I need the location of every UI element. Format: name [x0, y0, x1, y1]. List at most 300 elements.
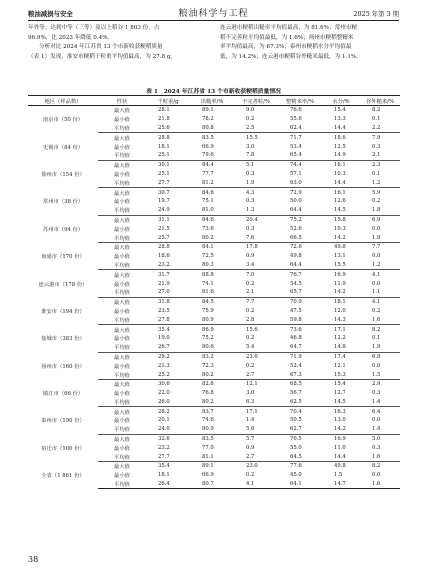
value-cell: 12.0 — [334, 307, 346, 314]
value-cell: 70.4 — [290, 408, 302, 415]
text-line: 分析对比 2024 年江苏省 13 个市新收获粳稻质量 — [39, 44, 163, 51]
column-header: 千粒重/g — [146, 96, 190, 106]
value-cell: 6.3 — [234, 398, 278, 407]
journal-title: 粮油科学与工程 — [178, 9, 249, 19]
stat-cell: 最小值 — [114, 281, 130, 288]
value-cell: 5.9 — [372, 189, 381, 196]
value-cell: 0.0 — [372, 417, 381, 424]
value-cell: 3.4 — [234, 261, 278, 270]
table-row — [28, 462, 400, 471]
value-cell: 14.9 — [322, 151, 360, 160]
stat-cell: 最小值 — [114, 363, 130, 370]
value-cell: 31.7 — [158, 271, 170, 278]
stat-cell: 平均值 — [98, 261, 146, 270]
value-cell: 18.6 — [334, 134, 346, 141]
stat-cell: 最大值 — [114, 327, 130, 334]
value-cell: 7.7 — [246, 299, 255, 306]
stat-cell: 最大值 — [114, 409, 130, 416]
value-cell: 0.1 — [372, 116, 381, 123]
value-cell: 10.3 — [334, 170, 346, 177]
value-cell: 30.1 — [158, 162, 170, 169]
value-cell: 80.2 — [190, 233, 234, 242]
value-cell: 49.8 — [334, 463, 346, 470]
value-cell: 25.1 — [158, 170, 170, 177]
column-header: 性状 — [98, 96, 146, 106]
value-cell: 66.9 — [202, 472, 214, 479]
value-cell: 13.0 — [334, 417, 346, 424]
value-cell: 20.1 — [158, 417, 170, 424]
value-cell: 0.2 — [246, 335, 255, 342]
value-cell: 0.3 — [372, 143, 381, 150]
body-text-left — [28, 24, 200, 62]
value-cell: 70.5 — [290, 436, 302, 443]
value-cell: 78.2 — [202, 116, 214, 123]
value-cell: 23.2 — [158, 444, 170, 451]
value-cell: 30.6 — [158, 381, 170, 388]
value-cell: 66.9 — [202, 143, 214, 150]
value-cell: 5.0 — [372, 436, 381, 443]
value-cell: 52.4 — [290, 362, 302, 369]
stat-cell: 最大值 — [114, 464, 130, 471]
value-cell: 21.9 — [158, 280, 170, 287]
value-cell: 23.0 — [246, 463, 258, 470]
value-cell: 65.7 — [278, 288, 322, 297]
stat-cell: 最大值 — [114, 163, 130, 170]
value-cell: 68.5 — [290, 381, 302, 388]
value-cell: 80.2 — [190, 398, 234, 407]
stat-cell: 平均值 — [98, 206, 146, 215]
value-cell: 50.5 — [290, 417, 302, 424]
value-cell: 46.8 — [290, 335, 302, 342]
value-cell: 0.0 — [372, 472, 381, 479]
value-cell: 15.6 — [246, 326, 258, 333]
value-cell: 80.9 — [190, 425, 234, 434]
value-cell: 2.7 — [234, 370, 278, 379]
value-cell: 80.3 — [190, 261, 234, 270]
value-cell: 82.6 — [202, 381, 214, 388]
table-row — [28, 160, 400, 169]
value-cell: 77.7 — [202, 170, 214, 177]
value-cell: 71.7 — [290, 134, 302, 141]
value-cell: 28.2 — [158, 408, 170, 415]
value-cell: 73.6 — [202, 225, 214, 232]
value-cell: 35.4 — [158, 463, 170, 470]
value-cell: 5.7 — [246, 436, 255, 443]
text-line: 连云港市粳稻出糙率平均值最高，为 81.6%；常州市粳 — [220, 25, 358, 31]
value-cell: 66.5 — [278, 233, 322, 242]
body-text-right — [220, 24, 402, 62]
stat-cell: 最小值 — [114, 473, 130, 480]
value-cell: 25.6 — [146, 124, 190, 133]
value-cell: 24.9 — [146, 206, 190, 215]
value-cell: 31.8 — [158, 299, 170, 306]
value-cell: 0.2 — [372, 307, 381, 314]
value-cell: 21.8 — [158, 116, 170, 123]
value-cell: 16.9 — [334, 436, 346, 443]
column-header: 整精米率/% — [278, 96, 322, 106]
value-cell: 53.4 — [290, 143, 302, 150]
value-cell: 2.3 — [372, 162, 381, 169]
value-cell: 89.1 — [202, 463, 214, 470]
value-cell: 4.1 — [234, 480, 278, 489]
value-cell: 72.3 — [202, 362, 214, 369]
value-cell: 83.5 — [202, 134, 214, 141]
value-cell: 1.5 — [334, 472, 343, 479]
value-cell: 24.0 — [146, 425, 190, 434]
value-cell: 27.7 — [146, 452, 190, 461]
value-cell: 64.4 — [278, 206, 322, 215]
table-row — [28, 270, 400, 279]
value-cell: 26.4 — [146, 480, 190, 489]
value-cell: 0.3 — [372, 444, 381, 451]
region-cell: 淮安市（194 份） — [41, 308, 85, 315]
value-cell: 64.7 — [278, 343, 322, 352]
value-cell: 73.6 — [290, 326, 302, 333]
value-cell: 1.4 — [246, 417, 255, 424]
value-cell: 15.4 — [334, 107, 346, 114]
value-cell: 72.9 — [290, 189, 302, 196]
table-header-row — [28, 96, 400, 106]
value-cell: 67.3 — [278, 370, 322, 379]
header-rule — [28, 20, 399, 21]
value-cell: 1.5 — [360, 370, 400, 379]
value-cell: 16.1 — [334, 189, 346, 196]
value-cell: 7.9 — [372, 134, 381, 141]
value-cell: 75.2 — [202, 335, 214, 342]
stat-cell: 最大值 — [114, 354, 130, 361]
value-cell: 81.1 — [190, 452, 234, 461]
stat-cell: 平均值 — [98, 288, 146, 297]
value-cell: 0.2 — [246, 280, 255, 287]
table-row — [28, 215, 400, 224]
section-label: 粮油减损与安全 — [28, 10, 73, 18]
value-cell: 30.7 — [158, 189, 170, 196]
value-cell: 8.2 — [372, 107, 381, 114]
stat-cell: 最小值 — [114, 336, 130, 343]
value-cell: 80.7 — [190, 480, 234, 489]
region-cell: 连云港市（178 份） — [38, 281, 88, 288]
column-header: 水分/% — [322, 96, 360, 106]
column-header: 谷外糙米/% — [360, 96, 400, 106]
table-row — [28, 188, 400, 197]
text-line: 96.9%，比 2023 年降低 0.4%。 — [28, 34, 114, 41]
value-cell: 75.2 — [290, 216, 302, 223]
region-cell: 苏州市（94 份） — [42, 226, 84, 233]
stat-cell: 平均值 — [98, 233, 146, 242]
value-cell: 70.9 — [290, 299, 302, 306]
value-cell: 15.5 — [246, 134, 258, 141]
column-header: 不完善粒/% — [234, 96, 278, 106]
stat-cell: 平均值 — [98, 151, 146, 160]
value-cell: 5.4 — [234, 343, 278, 352]
value-cell: 76.7 — [290, 271, 302, 278]
stat-cell: 最大值 — [114, 190, 130, 197]
value-cell: 4.1 — [372, 271, 381, 278]
table-row — [28, 242, 400, 251]
value-cell: 84.5 — [202, 299, 214, 306]
value-cell: 7.8 — [234, 151, 278, 160]
stat-cell: 平均值 — [98, 315, 146, 324]
value-cell: 28.8 — [158, 244, 170, 251]
region-cell: 扬州市（160 份） — [41, 363, 85, 370]
table-row — [28, 106, 400, 115]
value-cell: 14.3 — [322, 315, 360, 324]
value-cell: 1.6 — [360, 315, 400, 324]
value-cell: 81.6 — [190, 288, 234, 297]
value-cell: 57.1 — [290, 170, 302, 177]
value-cell: 50.0 — [290, 198, 302, 205]
value-cell: 55.0 — [290, 444, 302, 451]
value-cell: 26.7 — [146, 343, 190, 352]
value-cell: 1.6 — [360, 452, 400, 461]
value-cell: 55.6 — [290, 116, 302, 123]
value-cell: 77.6 — [290, 463, 302, 470]
region-cell: 南京市（50 份） — [42, 117, 84, 124]
value-cell: 72.6 — [290, 244, 302, 251]
value-cell: 74.1 — [202, 280, 214, 287]
value-cell: 75.9 — [202, 307, 214, 314]
stat-cell: 最小值 — [114, 171, 130, 178]
region-cell: 南通市（170 份） — [41, 254, 85, 261]
value-cell: 74.4 — [290, 162, 302, 169]
value-cell: 23.5 — [158, 307, 170, 314]
region-cell: 常州市（38 份） — [42, 199, 84, 206]
table-row — [28, 407, 400, 416]
stat-cell: 最小值 — [114, 199, 130, 206]
value-cell: 81.2 — [190, 178, 234, 187]
value-cell: 2.2 — [360, 124, 400, 133]
value-cell: 14.4 — [322, 452, 360, 461]
table-row — [28, 133, 400, 142]
value-cell: 5.1 — [246, 162, 255, 169]
region-cell: 全省（1 861 份） — [41, 473, 85, 480]
text-line: 稻不完善粒平均值最低，为 1.6%；扬州市粳稻整精米 — [220, 34, 354, 41]
value-cell: 18.1 — [158, 143, 170, 150]
value-cell: 18.1 — [334, 299, 346, 306]
value-cell: 3.0 — [246, 143, 255, 150]
value-cell: 17.1 — [334, 326, 346, 333]
value-cell: 2.5 — [234, 124, 278, 133]
value-cell: 74.6 — [202, 417, 214, 424]
value-cell: 0.2 — [372, 198, 381, 205]
value-cell: 12.1 — [246, 381, 258, 388]
table-row — [28, 352, 400, 361]
value-cell: 84.4 — [202, 162, 214, 169]
stat-cell: 平均值 — [98, 425, 146, 434]
value-cell: 83.7 — [202, 408, 214, 415]
value-cell: 84.1 — [202, 244, 214, 251]
value-cell: 12.2 — [334, 335, 346, 342]
issue-label: 2025 年第 3 期 — [353, 10, 399, 18]
stat-cell: 平均值 — [98, 480, 146, 489]
value-cell: 54.5 — [290, 280, 302, 287]
value-cell: 2.1 — [360, 151, 400, 160]
value-cell: 1.4 — [360, 425, 400, 434]
stat-cell: 最小值 — [114, 254, 130, 261]
value-cell: 71.9 — [290, 353, 302, 360]
value-cell: 21.5 — [158, 225, 170, 232]
value-cell: 12.6 — [334, 198, 346, 205]
value-cell: 1.6 — [360, 480, 400, 489]
value-cell: 15.4 — [334, 381, 346, 388]
table-row — [28, 434, 400, 443]
value-cell: 64.5 — [278, 452, 322, 461]
value-cell: 9.0 — [246, 107, 255, 114]
text-line: 率平均值最高，为 67.3%；泰州市粳稻水分平均值最 — [220, 44, 352, 51]
value-cell: 0.0 — [372, 362, 381, 369]
value-cell: 12.1 — [334, 362, 346, 369]
value-cell: 49.8 — [334, 244, 346, 251]
stat-cell: 平均值 — [98, 370, 146, 379]
value-cell: 27.0 — [146, 288, 190, 297]
value-cell: 19.7 — [158, 198, 170, 205]
table-row — [28, 297, 400, 306]
value-cell: 11.0 — [334, 444, 346, 451]
value-cell: 0.0 — [372, 225, 381, 232]
value-cell: 49.8 — [290, 253, 302, 260]
value-cell: 14.7 — [322, 480, 360, 489]
value-cell: 16.3 — [334, 408, 346, 415]
value-cell: 23.0 — [246, 353, 258, 360]
value-cell: 15.3 — [322, 370, 360, 379]
value-cell: 83.5 — [202, 436, 214, 443]
value-cell: 7.6 — [234, 233, 278, 242]
value-cell: 83.2 — [202, 353, 214, 360]
value-cell: 0.0 — [372, 280, 381, 287]
value-cell: 64.1 — [278, 480, 322, 489]
stat-cell: 平均值 — [98, 398, 146, 407]
value-cell: 10.3 — [334, 225, 346, 232]
stat-cell: 平均值 — [98, 343, 146, 352]
value-cell: 6.4 — [372, 408, 381, 415]
value-cell: 28.8 — [158, 134, 170, 141]
region-cell: 泰州市（190 份） — [41, 418, 85, 425]
value-cell: 28.1 — [158, 107, 170, 114]
page-number: 38 — [28, 555, 39, 564]
value-cell: 0.2 — [246, 307, 255, 314]
value-cell: 0.1 — [372, 335, 381, 342]
text-line: （表 1）发现，淮安市粳稻千粒重平均值最高，为 27.8 g， — [28, 53, 176, 60]
value-cell: 1.9 — [360, 233, 400, 242]
value-cell: 20.4 — [246, 216, 258, 223]
value-cell: 75.1 — [202, 198, 214, 205]
value-cell: 1.8 — [360, 206, 400, 215]
value-cell: 14.8 — [322, 343, 360, 352]
value-cell: 63.0 — [278, 178, 322, 187]
value-cell: 52.6 — [290, 225, 302, 232]
region-cell: 镇江市（66 份） — [42, 391, 84, 398]
stat-cell: 最小值 — [114, 308, 130, 315]
value-cell: 17.8 — [246, 244, 258, 251]
value-cell: 0.2 — [246, 362, 255, 369]
value-cell: 12.7 — [334, 390, 346, 397]
value-cell: 86.9 — [202, 326, 214, 333]
column-header: 出糙率/% — [190, 96, 234, 106]
value-cell: 13.1 — [334, 253, 346, 260]
stat-cell: 最大值 — [114, 437, 130, 444]
value-cell: 5.6 — [234, 425, 278, 434]
value-cell: 0.3 — [372, 390, 381, 397]
stat-cell: 最小值 — [114, 445, 130, 452]
value-cell: 7.7 — [372, 244, 381, 251]
value-cell: 32.6 — [158, 436, 170, 443]
value-cell: 1.1 — [360, 288, 400, 297]
value-cell: 76.8 — [202, 390, 214, 397]
value-cell: 0.3 — [246, 225, 255, 232]
stat-cell: 最大值 — [114, 272, 130, 279]
region-cell: 无锡市（84 份） — [42, 144, 84, 151]
value-cell: 23.2 — [146, 261, 190, 270]
value-cell: 19.0 — [158, 335, 170, 342]
value-cell: 0.9 — [246, 253, 255, 260]
stat-cell: 最小值 — [114, 144, 130, 151]
value-cell: 76.6 — [290, 107, 302, 114]
value-cell: 25.7 — [146, 233, 190, 242]
value-cell: 89.1 — [202, 107, 214, 114]
stat-cell: 最大值 — [114, 217, 130, 224]
region-cell: 宿迁市（100 份） — [41, 445, 85, 452]
value-cell: 14.5 — [322, 398, 360, 407]
value-cell: 26.0 — [146, 398, 190, 407]
value-cell: 8.2 — [372, 326, 381, 333]
value-cell: 80.8 — [190, 124, 234, 133]
value-cell: 56.7 — [290, 390, 302, 397]
value-cell: 25.2 — [146, 370, 190, 379]
value-cell: 45.0 — [290, 472, 302, 479]
stat-cell: 最小值 — [114, 117, 130, 124]
value-cell: 0.2 — [246, 472, 255, 479]
value-cell: 13.3 — [334, 116, 346, 123]
value-cell: 0.1 — [372, 170, 381, 177]
value-cell: 35.4 — [158, 326, 170, 333]
value-cell: 14.2 — [322, 425, 360, 434]
stat-cell: 最小值 — [114, 391, 130, 398]
table-body — [28, 106, 400, 489]
value-cell: 80.6 — [190, 343, 234, 352]
stat-cell: 最小值 — [114, 226, 130, 233]
table-caption: 表 1 2024 年江苏省 13 个市新收获粳稻质量情况 — [146, 89, 281, 95]
value-cell: 72.5 — [202, 253, 214, 260]
value-cell: 0.9 — [246, 444, 255, 451]
value-cell: 8.2 — [372, 463, 381, 470]
stat-cell: 最大值 — [114, 382, 130, 389]
value-cell: 1.4 — [360, 398, 400, 407]
text-line: 年外等；达到中等（三等）及以上稻谷 1 803 份，占 — [28, 25, 160, 31]
value-cell: 14.2 — [322, 233, 360, 242]
stat-cell: 最大值 — [114, 135, 130, 142]
value-cell: 81.0 — [190, 206, 234, 215]
stat-cell: 平均值 — [98, 452, 146, 461]
value-cell: 22.0 — [158, 390, 170, 397]
value-cell: 17.4 — [334, 353, 346, 360]
value-cell: 1.2 — [360, 261, 400, 270]
value-cell: 6.8 — [372, 353, 381, 360]
value-cell: 14.5 — [322, 206, 360, 215]
value-cell: 2.1 — [234, 288, 278, 297]
value-cell: 31.1 — [158, 216, 170, 223]
value-cell: 27.8 — [146, 315, 190, 324]
value-cell: 64.4 — [278, 261, 322, 270]
stat-cell: 平均值 — [98, 124, 146, 133]
value-cell: 0.2 — [246, 116, 255, 123]
stat-cell: 最小值 — [114, 418, 130, 425]
value-cell: 3.0 — [246, 390, 255, 397]
value-cell: 4.1 — [372, 299, 381, 306]
text-line: 低，为 14.2%；连云港市粳稻谷外糙米最低，为 1.1%。 — [220, 53, 362, 60]
table-row — [28, 325, 400, 334]
value-cell: 80.2 — [190, 370, 234, 379]
value-cell: 14.4 — [322, 124, 360, 133]
